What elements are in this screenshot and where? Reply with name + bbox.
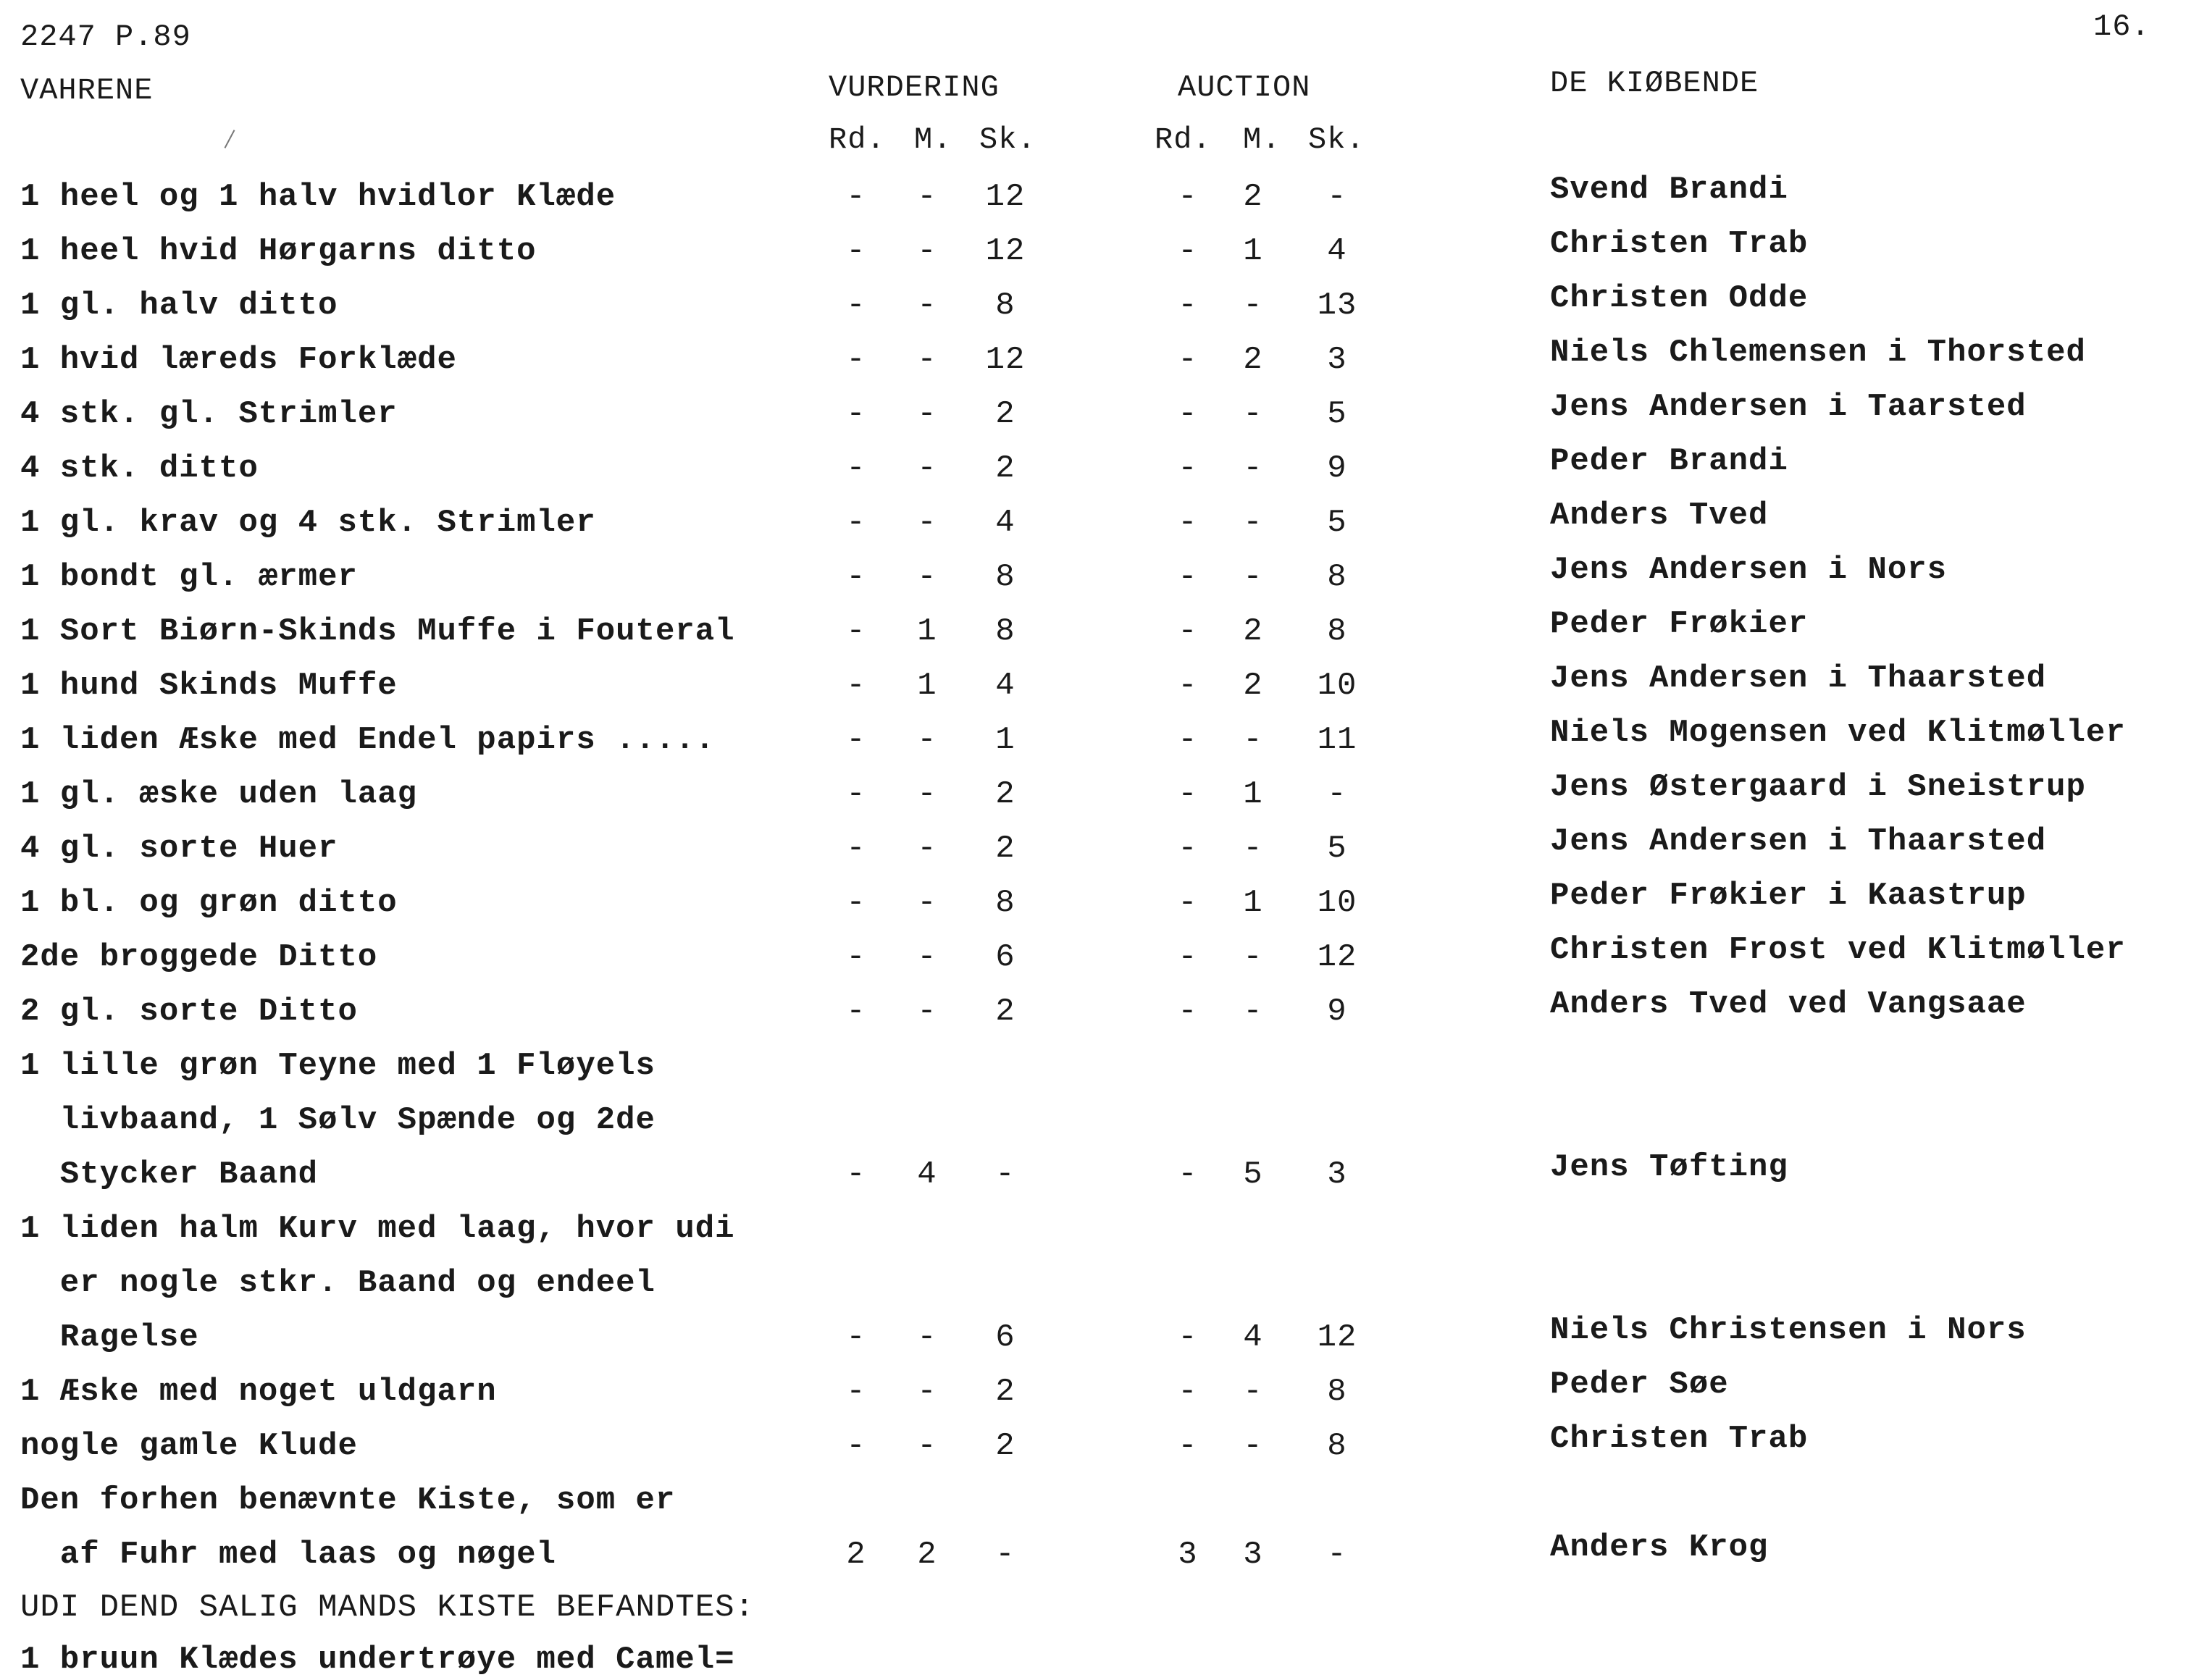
auction-sk: 4	[1327, 233, 1347, 269]
auction-sk: -	[1327, 179, 1347, 215]
valuation-m: -	[917, 287, 937, 324]
item-description: 1 heel hvid Hørgarns ditto	[20, 233, 537, 269]
auction-rd: -	[1178, 505, 1198, 541]
valuation-rd: -	[846, 233, 866, 269]
item-description: 1 liden Æske med Endel papirs .....	[20, 722, 716, 758]
buyer-name: Christen Frost ved Klitmøller	[1550, 932, 2126, 968]
auction-rd: -	[1178, 668, 1198, 704]
auction-rd: -	[1178, 939, 1198, 975]
valuation-sk: 2	[995, 450, 1015, 487]
auction-sk: 10	[1317, 885, 1357, 921]
auction-rd: -	[1178, 1319, 1198, 1356]
valuation-m: -	[917, 722, 937, 758]
valuation-m: -	[917, 994, 937, 1030]
auction-m: -	[1243, 722, 1263, 758]
item-description: 4 gl. sorte Huer	[20, 831, 338, 867]
auction-rd: -	[1178, 342, 1198, 378]
auction-rd: -	[1178, 613, 1198, 650]
auction-rd: -	[1178, 885, 1198, 921]
buyer-name: Jens Andersen i Nors	[1550, 552, 1948, 588]
valuation-m: -	[917, 1428, 937, 1464]
buyer-name: Peder Søe	[1550, 1366, 1729, 1403]
buyer-name: Anders Tved ved Vangsaae	[1550, 986, 2027, 1022]
valuation-rd: -	[846, 1374, 866, 1410]
auction-sk: 10	[1317, 668, 1357, 704]
valuation-rd: -	[846, 668, 866, 704]
valuation-m: 4	[917, 1156, 937, 1193]
auction-unit-rd: Rd.	[1155, 122, 1212, 157]
valuation-sk: -	[995, 1156, 1015, 1193]
item-description: 1 bondt gl. ærmer	[20, 559, 358, 595]
buyer-name: Jens Østergaard i Sneistrup	[1550, 769, 2086, 805]
item-description: 1 hund Skinds Muffe	[20, 668, 398, 704]
auction-m: 1	[1243, 233, 1263, 269]
auction-rd: -	[1178, 1156, 1198, 1193]
auction-m: -	[1243, 1428, 1263, 1464]
auction-m: -	[1243, 1374, 1263, 1410]
auction-m: -	[1243, 396, 1263, 432]
auction-sk: 9	[1327, 994, 1347, 1030]
valuation-m: 1	[917, 613, 937, 650]
item-description: 4 stk. gl. Strimler	[20, 396, 398, 432]
auction-sk: 12	[1317, 939, 1357, 975]
auction-rd: -	[1178, 450, 1198, 487]
item-description: 1 bl. og grøn ditto	[20, 885, 398, 921]
auction-m: 2	[1243, 179, 1263, 215]
auction-m: 2	[1243, 668, 1263, 704]
valuation-rd: -	[846, 1156, 866, 1193]
auction-sk: 8	[1327, 559, 1347, 595]
auction-sk: 3	[1327, 342, 1347, 378]
auction-sk: 13	[1317, 287, 1357, 324]
valuation-m: -	[917, 179, 937, 215]
valuation-sk: 2	[995, 1374, 1015, 1410]
buyer-name: Christen Odde	[1550, 280, 1809, 316]
auction-unit-sk: Sk.	[1308, 122, 1365, 157]
valuation-rd: -	[846, 450, 866, 487]
auction-rd: -	[1178, 559, 1198, 595]
valuation-rd: 2	[846, 1537, 866, 1573]
item-description: 2 gl. sorte Ditto	[20, 994, 358, 1030]
buyer-name: Jens Andersen i Taarsted	[1550, 389, 2027, 425]
auction-sk: 11	[1317, 722, 1357, 758]
valuation-rd: -	[846, 396, 866, 432]
item-description: Ragelse	[20, 1319, 199, 1356]
valuation-m: 2	[917, 1537, 937, 1573]
buyer-name: Anders Tved	[1550, 497, 1769, 534]
item-description: Stycker Baand	[20, 1156, 319, 1193]
auction-m: -	[1243, 287, 1263, 324]
valuation-sk: 6	[995, 1319, 1015, 1356]
item-description: af Fuhr med laas og nøgel	[20, 1537, 556, 1573]
auction-rd: -	[1178, 831, 1198, 867]
auction-sk: -	[1327, 1537, 1347, 1573]
valuation-rd: -	[846, 505, 866, 541]
auction-sk: 9	[1327, 450, 1347, 487]
auction-m: 5	[1243, 1156, 1263, 1193]
valuation-m: -	[917, 939, 937, 975]
valuation-rd: -	[846, 342, 866, 378]
valuation-sk: 8	[995, 559, 1015, 595]
valuation-m: -	[917, 776, 937, 812]
valuation-sk: 2	[995, 994, 1015, 1030]
trailing-line: 1 bruun Klædes undertrøye med Camel=	[20, 1642, 735, 1678]
valuation-rd: -	[846, 885, 866, 921]
valuation-sk: 8	[995, 885, 1015, 921]
valuation-m: -	[917, 559, 937, 595]
item-description: 1 Sort Biørn-Skinds Muffe i Fouteral	[20, 613, 735, 650]
auction-m: 4	[1243, 1319, 1263, 1356]
auction-m: 1	[1243, 885, 1263, 921]
auction-sk: 8	[1327, 613, 1347, 650]
buyer-name: Peder Frøkier i Kaastrup	[1550, 878, 2027, 914]
auction-m: 1	[1243, 776, 1263, 812]
valuation-sk: 6	[995, 939, 1015, 975]
valuation-sk: 2	[995, 396, 1015, 432]
item-description: 1 heel og 1 halv hvidlor Klæde	[20, 179, 616, 215]
item-description: 1 gl. krav og 4 stk. Strimler	[20, 505, 596, 541]
auction-rd: -	[1178, 722, 1198, 758]
auction-sk: -	[1327, 776, 1347, 812]
column-header-auction: AUCTION	[1178, 70, 1311, 105]
valuation-rd: -	[846, 559, 866, 595]
valuation-sk: 12	[985, 342, 1026, 378]
column-header-items: VAHRENE	[20, 73, 154, 108]
valuation-sk: 8	[995, 287, 1015, 324]
valuation-unit-m: M.	[914, 122, 952, 157]
auction-rd: 3	[1178, 1537, 1198, 1573]
auction-rd: -	[1178, 1428, 1198, 1464]
valuation-m: 1	[917, 668, 937, 704]
valuation-m: -	[917, 831, 937, 867]
item-description: 1 gl. æske uden laag	[20, 776, 418, 812]
valuation-rd: -	[846, 722, 866, 758]
item-description: 4 stk. ditto	[20, 450, 259, 487]
valuation-sk: 2	[995, 1428, 1015, 1464]
auction-m: -	[1243, 559, 1263, 595]
item-description: nogle gamle Klude	[20, 1428, 358, 1464]
auction-sk: 12	[1317, 1319, 1357, 1356]
item-description: 1 lille grøn Teyne med 1 Fløyels	[20, 1048, 655, 1084]
item-description: Den forhen benævnte Kiste, som er	[20, 1482, 676, 1519]
valuation-unit-rd: Rd.	[829, 122, 886, 157]
column-header-valuation: VURDERING	[829, 70, 1000, 105]
valuation-sk: 12	[985, 233, 1026, 269]
valuation-rd: -	[846, 831, 866, 867]
valuation-rd: -	[846, 776, 866, 812]
auction-m: 3	[1243, 1537, 1263, 1573]
auction-sk: 5	[1327, 396, 1347, 432]
auction-m: -	[1243, 505, 1263, 541]
valuation-sk: 4	[995, 668, 1015, 704]
auction-rd: -	[1178, 994, 1198, 1030]
reference-number: 2247 P.89	[20, 20, 191, 54]
valuation-rd: -	[846, 939, 866, 975]
buyer-name: Jens Tøfting	[1550, 1149, 1788, 1185]
valuation-m: -	[917, 342, 937, 378]
auction-rd: -	[1178, 179, 1198, 215]
valuation-rd: -	[846, 1428, 866, 1464]
buyer-name: Christen Trab	[1550, 226, 1809, 262]
item-description: 1 hvid læreds Forklæde	[20, 342, 457, 378]
valuation-m: -	[917, 505, 937, 541]
buyer-name: Svend Brandi	[1550, 172, 1788, 208]
auction-sk: 5	[1327, 831, 1347, 867]
auction-rd: -	[1178, 287, 1198, 324]
auction-sk: 8	[1327, 1374, 1347, 1410]
auction-sk: 8	[1327, 1428, 1347, 1464]
page-number: 16.	[2093, 9, 2150, 44]
auction-m: 2	[1243, 613, 1263, 650]
valuation-m: -	[917, 396, 937, 432]
valuation-rd: -	[846, 179, 866, 215]
valuation-rd: -	[846, 1319, 866, 1356]
buyer-name: Jens Andersen i Thaarsted	[1550, 823, 2047, 860]
pen-mark	[225, 130, 235, 148]
buyer-name: Niels Chlemensen i Thorsted	[1550, 335, 2086, 371]
valuation-rd: -	[846, 287, 866, 324]
auction-m: 2	[1243, 342, 1263, 378]
auction-rd: -	[1178, 396, 1198, 432]
column-header-buyers: DE KIØBENDE	[1550, 66, 1759, 101]
auction-rd: -	[1178, 1374, 1198, 1410]
valuation-rd: -	[846, 994, 866, 1030]
valuation-m: -	[917, 450, 937, 487]
item-description: 1 gl. halv ditto	[20, 287, 338, 324]
buyer-name: Niels Christensen i Nors	[1550, 1312, 2027, 1348]
item-description: 2de broggede Ditto	[20, 939, 378, 975]
valuation-sk: -	[995, 1537, 1015, 1573]
valuation-m: -	[917, 1319, 937, 1356]
valuation-sk: 4	[995, 505, 1015, 541]
valuation-sk: 8	[995, 613, 1015, 650]
buyer-name: Jens Andersen i Thaarsted	[1550, 660, 2047, 697]
auction-m: -	[1243, 939, 1263, 975]
auction-unit-m: M.	[1243, 122, 1281, 157]
valuation-sk: 2	[995, 776, 1015, 812]
valuation-sk: 2	[995, 831, 1015, 867]
valuation-m: -	[917, 1374, 937, 1410]
buyer-name: Peder Frøkier	[1550, 606, 1809, 642]
auction-rd: -	[1178, 233, 1198, 269]
auction-m: -	[1243, 831, 1263, 867]
item-description: 1 Æske med noget uldgarn	[20, 1374, 497, 1410]
auction-m: -	[1243, 994, 1263, 1030]
item-description: 1 liden halm Kurv med laag, hvor udi	[20, 1211, 735, 1247]
buyer-name: Niels Mogensen ved Klitmøller	[1550, 715, 2126, 751]
buyer-name: Christen Trab	[1550, 1421, 1809, 1457]
valuation-sk: 12	[985, 179, 1026, 215]
valuation-unit-sk: Sk.	[979, 122, 1036, 157]
valuation-rd: -	[846, 613, 866, 650]
buyer-name: Anders Krog	[1550, 1529, 1769, 1566]
section-heading: UDI DEND SALIG MANDS KISTE BEFANDTES:	[20, 1589, 755, 1626]
valuation-m: -	[917, 233, 937, 269]
valuation-m: -	[917, 885, 937, 921]
valuation-sk: 1	[995, 722, 1015, 758]
buyer-name: Peder Brandi	[1550, 443, 1788, 479]
auction-sk: 5	[1327, 505, 1347, 541]
auction-m: -	[1243, 450, 1263, 487]
item-description: livbaand, 1 Sølv Spænde og 2de	[20, 1102, 655, 1138]
item-description: er nogle stkr. Baand og endeel	[20, 1265, 655, 1301]
auction-rd: -	[1178, 776, 1198, 812]
auction-sk: 3	[1327, 1156, 1347, 1193]
